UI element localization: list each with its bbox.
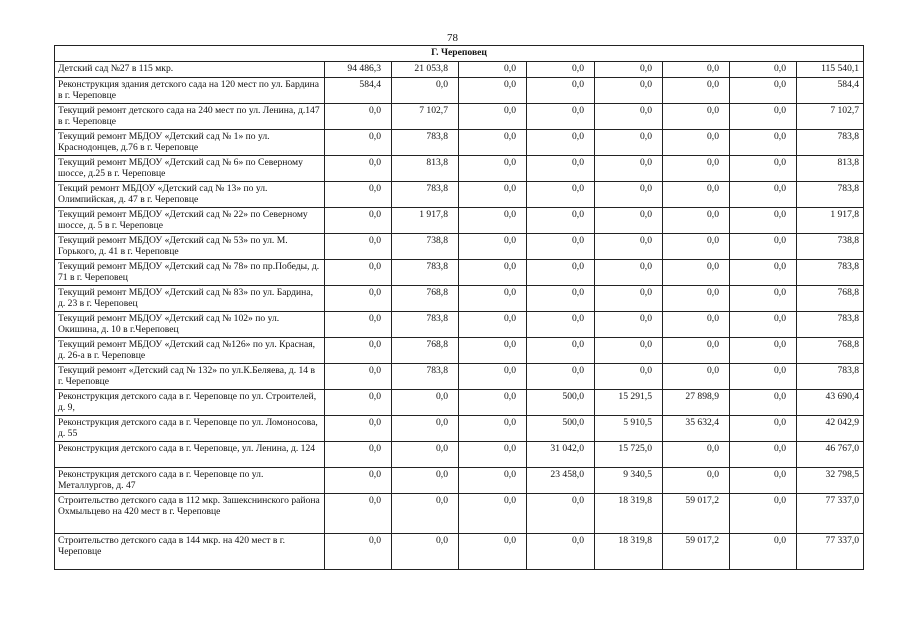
value-cell-col-4: 0,0 xyxy=(459,104,527,130)
table-row xyxy=(55,208,864,234)
value-cell-col-5: 31 042,0 xyxy=(527,442,595,468)
value-cell-total: 783,8 xyxy=(797,364,864,390)
table-row xyxy=(55,312,864,338)
value-cell-col-4: 0,0 xyxy=(459,182,527,208)
value-cell-col-6: 0,0 xyxy=(595,104,663,130)
value-cell-total: 768,8 xyxy=(797,286,864,312)
value-cell-col-7: 0,0 xyxy=(663,260,730,286)
value-cell-col-4: 0,0 xyxy=(459,494,527,534)
value-cell-total: 584,4 xyxy=(797,78,864,104)
table-row xyxy=(55,494,864,534)
value-cell-col-6: 0,0 xyxy=(595,364,663,390)
value-cell-col-3: 0,0 xyxy=(392,534,459,570)
value-cell-col-8: 0,0 xyxy=(730,156,797,182)
value-cell-total: 738,8 xyxy=(797,234,864,260)
value-cell-col-7: 0,0 xyxy=(663,364,730,390)
value-cell-col-5: 0,0 xyxy=(527,286,595,312)
object-name-cell: Реконструкция детского сада в г. Череповце, ул. Ленина, д. 124 xyxy=(55,442,325,468)
value-cell-col-3: 783,8 xyxy=(392,312,459,338)
value-cell-col-3: 21 053,8 xyxy=(392,62,459,78)
object-name-cell: Текущий ремонт «Детский сад № 132» по ул.К.Беляева, д. 14 в г. Череповце xyxy=(55,364,325,390)
value-cell-col-4: 0,0 xyxy=(459,78,527,104)
value-cell-col-8: 0,0 xyxy=(730,208,797,234)
value-cell-col-2: 0,0 xyxy=(325,130,392,156)
value-cell-col-7: 0,0 xyxy=(663,104,730,130)
value-cell-col-3: 7 102,7 xyxy=(392,104,459,130)
value-cell-col-7: 0,0 xyxy=(663,234,730,260)
value-cell-col-5: 0,0 xyxy=(527,364,595,390)
value-cell-col-5: 0,0 xyxy=(527,494,595,534)
value-cell-total: 77 337,0 xyxy=(797,534,864,570)
object-name-cell: Текущий ремонт МБДОУ «Детский сад № 78» по пр.Победы, д. 71 в г. Череповец xyxy=(55,260,325,286)
value-cell-col-3: 738,8 xyxy=(392,234,459,260)
value-cell-col-7: 0,0 xyxy=(663,312,730,338)
value-cell-col-2: 0,0 xyxy=(325,364,392,390)
value-cell-col-2: 0,0 xyxy=(325,534,392,570)
value-cell-col-8: 0,0 xyxy=(730,468,797,494)
value-cell-col-3: 1 917,8 xyxy=(392,208,459,234)
value-cell-col-2: 0,0 xyxy=(325,338,392,364)
value-cell-col-7: 0,0 xyxy=(663,338,730,364)
page-number: 78 xyxy=(447,32,458,44)
value-cell-col-4: 0,0 xyxy=(459,208,527,234)
value-cell-col-2: 0,0 xyxy=(325,494,392,534)
table-row xyxy=(55,338,864,364)
object-name-cell: Реконструкция детского сада в г. Череповце по ул. Металлургов, д. 47 xyxy=(55,468,325,494)
value-cell-total: 77 337,0 xyxy=(797,494,864,534)
value-cell-col-7: 59 017,2 xyxy=(663,494,730,534)
value-cell-col-6: 0,0 xyxy=(595,78,663,104)
value-cell-col-3: 0,0 xyxy=(392,416,459,442)
value-cell-col-8: 0,0 xyxy=(730,442,797,468)
value-cell-col-3: 783,8 xyxy=(392,182,459,208)
value-cell-col-6: 0,0 xyxy=(595,208,663,234)
value-cell-col-7: 0,0 xyxy=(663,286,730,312)
value-cell-col-8: 0,0 xyxy=(730,286,797,312)
object-name-cell: Реконструкция детского сада в г. Череповце по ул. Ломоносова, д. 55 xyxy=(55,416,325,442)
value-cell-total: 783,8 xyxy=(797,130,864,156)
value-cell-col-2: 0,0 xyxy=(325,312,392,338)
object-name-cell: Текущий ремонт детского сада на 240 мест по ул. Ленина, д.147 в г. Череповце xyxy=(55,104,325,130)
value-cell-col-2: 0,0 xyxy=(325,286,392,312)
object-name-cell: Строительство детского сада в 144 мкр. на 420 мест в г. Череповце xyxy=(55,534,325,570)
value-cell-col-8: 0,0 xyxy=(730,364,797,390)
value-cell-col-8: 0,0 xyxy=(730,130,797,156)
value-cell-col-3: 813,8 xyxy=(392,156,459,182)
table-row xyxy=(55,156,864,182)
value-cell-total: 7 102,7 xyxy=(797,104,864,130)
value-cell-col-8: 0,0 xyxy=(730,78,797,104)
value-cell-col-6: 0,0 xyxy=(595,234,663,260)
value-cell-col-3: 0,0 xyxy=(392,390,459,416)
value-cell-col-4: 0,0 xyxy=(459,312,527,338)
value-cell-col-5: 0,0 xyxy=(527,234,595,260)
value-cell-col-2: 584,4 xyxy=(325,78,392,104)
value-cell-total: 42 042,9 xyxy=(797,416,864,442)
value-cell-col-4: 0,0 xyxy=(459,338,527,364)
city-heading-row xyxy=(55,46,864,62)
value-cell-col-8: 0,0 xyxy=(730,260,797,286)
table-row xyxy=(55,390,864,416)
object-name-cell: Реконструкция детского сада в г. Череповце по ул. Строителей, д. 9, xyxy=(55,390,325,416)
value-cell-col-2: 94 486,3 xyxy=(325,62,392,78)
value-cell-col-5: 0,0 xyxy=(527,156,595,182)
table-row xyxy=(55,130,864,156)
value-cell-col-7: 0,0 xyxy=(663,208,730,234)
value-cell-col-7: 35 632,4 xyxy=(663,416,730,442)
value-cell-col-8: 0,0 xyxy=(730,104,797,130)
value-cell-col-4: 0,0 xyxy=(459,156,527,182)
value-cell-col-5: 0,0 xyxy=(527,130,595,156)
object-name-cell: Текций ремонт МБДОУ «Детский сад № 13» по ул. Олимпийская, д. 47 в г. Череповце xyxy=(55,182,325,208)
value-cell-col-5: 0,0 xyxy=(527,78,595,104)
value-cell-col-4: 0,0 xyxy=(459,260,527,286)
value-cell-col-3: 768,8 xyxy=(392,286,459,312)
value-cell-total: 1 917,8 xyxy=(797,208,864,234)
value-cell-col-6: 18 319,8 xyxy=(595,494,663,534)
table-row xyxy=(55,104,864,130)
value-cell-col-5: 0,0 xyxy=(527,534,595,570)
value-cell-col-8: 0,0 xyxy=(730,182,797,208)
value-cell-col-8: 0,0 xyxy=(730,494,797,534)
table-row xyxy=(55,534,864,570)
value-cell-col-6: 0,0 xyxy=(595,182,663,208)
object-name-cell: Детский сад №27 в 115 мкр. xyxy=(55,62,325,78)
value-cell-col-7: 0,0 xyxy=(663,62,730,78)
value-cell-col-3: 768,8 xyxy=(392,338,459,364)
value-cell-col-5: 0,0 xyxy=(527,182,595,208)
value-cell-col-4: 0,0 xyxy=(459,390,527,416)
value-cell-total: 813,8 xyxy=(797,156,864,182)
value-cell-col-8: 0,0 xyxy=(730,234,797,260)
object-name-cell: Текущий ремонт МБДОУ «Детский сад № 6» по Северному шоссе, д.25 в г. Череповце xyxy=(55,156,325,182)
value-cell-col-3: 0,0 xyxy=(392,442,459,468)
table-row xyxy=(55,442,864,468)
value-cell-col-8: 0,0 xyxy=(730,338,797,364)
value-cell-col-4: 0,0 xyxy=(459,534,527,570)
value-cell-col-6: 5 910,5 xyxy=(595,416,663,442)
value-cell-col-2: 0,0 xyxy=(325,208,392,234)
value-cell-col-3: 0,0 xyxy=(392,78,459,104)
value-cell-col-2: 0,0 xyxy=(325,260,392,286)
table-body xyxy=(55,46,864,570)
table-row xyxy=(55,78,864,104)
value-cell-col-6: 0,0 xyxy=(595,260,663,286)
value-cell-col-6: 0,0 xyxy=(595,286,663,312)
value-cell-col-7: 0,0 xyxy=(663,130,730,156)
value-cell-col-6: 18 319,8 xyxy=(595,534,663,570)
object-name-cell: Реконструкция здания детского сада на 120 мест по ул. Бардина в г. Череповце xyxy=(55,78,325,104)
value-cell-col-2: 0,0 xyxy=(325,234,392,260)
value-cell-col-6: 15 725,0 xyxy=(595,442,663,468)
value-cell-col-2: 0,0 xyxy=(325,104,392,130)
value-cell-col-8: 0,0 xyxy=(730,390,797,416)
value-cell-col-2: 0,0 xyxy=(325,156,392,182)
object-name-cell: Текущий ремонт МБДОУ «Детский сад № 83» по ул. Бардина, д. 23 в г. Череповец xyxy=(55,286,325,312)
value-cell-col-7: 0,0 xyxy=(663,182,730,208)
value-cell-total: 46 767,0 xyxy=(797,442,864,468)
value-cell-col-6: 0,0 xyxy=(595,156,663,182)
value-cell-col-4: 0,0 xyxy=(459,130,527,156)
value-cell-col-5: 0,0 xyxy=(527,260,595,286)
value-cell-col-8: 0,0 xyxy=(730,312,797,338)
value-cell-total: 783,8 xyxy=(797,312,864,338)
object-name-cell: Текущий ремонт МБДОУ «Детский сад № 1» по ул. Краснодонцев, д.76 в г. Череповце xyxy=(55,130,325,156)
value-cell-col-3: 783,8 xyxy=(392,260,459,286)
value-cell-total: 768,8 xyxy=(797,338,864,364)
value-cell-col-2: 0,0 xyxy=(325,416,392,442)
object-name-cell: Текущий ремонт МБДОУ «Детский сад №126» по ул. Красная, д. 26-а в г. Череповце xyxy=(55,338,325,364)
table-row xyxy=(55,62,864,78)
value-cell-col-6: 0,0 xyxy=(595,312,663,338)
value-cell-total: 32 798,5 xyxy=(797,468,864,494)
value-cell-col-4: 0,0 xyxy=(459,416,527,442)
object-name-cell: Строительство детского сада в 112 мкр. Зашекснинского района Охмыльцево на 420 мест в г. Череповце xyxy=(55,494,325,534)
value-cell-col-4: 0,0 xyxy=(459,62,527,78)
value-cell-col-2: 0,0 xyxy=(325,182,392,208)
value-cell-total: 43 690,4 xyxy=(797,390,864,416)
value-cell-col-8: 0,0 xyxy=(730,62,797,78)
table-row xyxy=(55,364,864,390)
value-cell-col-3: 0,0 xyxy=(392,468,459,494)
value-cell-col-6: 15 291,5 xyxy=(595,390,663,416)
value-cell-col-4: 0,0 xyxy=(459,234,527,260)
value-cell-col-5: 0,0 xyxy=(527,104,595,130)
value-cell-total: 783,8 xyxy=(797,260,864,286)
object-name-cell: Текущий ремонт МБДОУ «Детский сад № 22» по Северному шоссе, д. 5 в г. Череповце xyxy=(55,208,325,234)
value-cell-col-2: 0,0 xyxy=(325,390,392,416)
value-cell-col-4: 0,0 xyxy=(459,442,527,468)
table-row xyxy=(55,416,864,442)
value-cell-col-6: 0,0 xyxy=(595,338,663,364)
value-cell-col-6: 9 340,5 xyxy=(595,468,663,494)
value-cell-col-6: 0,0 xyxy=(595,62,663,78)
table-row xyxy=(55,260,864,286)
value-cell-col-2: 0,0 xyxy=(325,468,392,494)
value-cell-col-4: 0,0 xyxy=(459,468,527,494)
value-cell-col-4: 0,0 xyxy=(459,286,527,312)
table-row xyxy=(55,234,864,260)
value-cell-col-5: 0,0 xyxy=(527,208,595,234)
value-cell-col-5: 23 458,0 xyxy=(527,468,595,494)
value-cell-col-7: 0,0 xyxy=(663,468,730,494)
value-cell-col-7: 0,0 xyxy=(663,442,730,468)
value-cell-col-2: 0,0 xyxy=(325,442,392,468)
value-cell-total: 115 540,1 xyxy=(797,62,864,78)
value-cell-col-3: 0,0 xyxy=(392,494,459,534)
value-cell-col-4: 0,0 xyxy=(459,364,527,390)
value-cell-col-7: 27 898,9 xyxy=(663,390,730,416)
object-name-cell: Текущий ремонт МБДОУ «Детский сад № 102» по ул. Окишина, д. 10 в г.Череповец xyxy=(55,312,325,338)
value-cell-col-8: 0,0 xyxy=(730,416,797,442)
value-cell-col-7: 59 017,2 xyxy=(663,534,730,570)
table-row xyxy=(55,468,864,494)
value-cell-col-5: 0,0 xyxy=(527,62,595,78)
table-row xyxy=(55,182,864,208)
table-row xyxy=(55,286,864,312)
value-cell-col-5: 500,0 xyxy=(527,416,595,442)
value-cell-col-5: 500,0 xyxy=(527,390,595,416)
value-cell-col-5: 0,0 xyxy=(527,338,595,364)
value-cell-col-5: 0,0 xyxy=(527,312,595,338)
value-cell-total: 783,8 xyxy=(797,182,864,208)
city-heading: Г. Череповец xyxy=(55,46,864,62)
value-cell-col-3: 783,8 xyxy=(392,364,459,390)
value-cell-col-7: 0,0 xyxy=(663,156,730,182)
budget-table xyxy=(54,45,864,570)
value-cell-col-8: 0,0 xyxy=(730,534,797,570)
value-cell-col-6: 0,0 xyxy=(595,130,663,156)
value-cell-col-3: 783,8 xyxy=(392,130,459,156)
object-name-cell: Текущий ремонт МБДОУ «Детский сад № 53» по ул. М. Горького, д. 41 в г. Череповце xyxy=(55,234,325,260)
value-cell-col-7: 0,0 xyxy=(663,78,730,104)
